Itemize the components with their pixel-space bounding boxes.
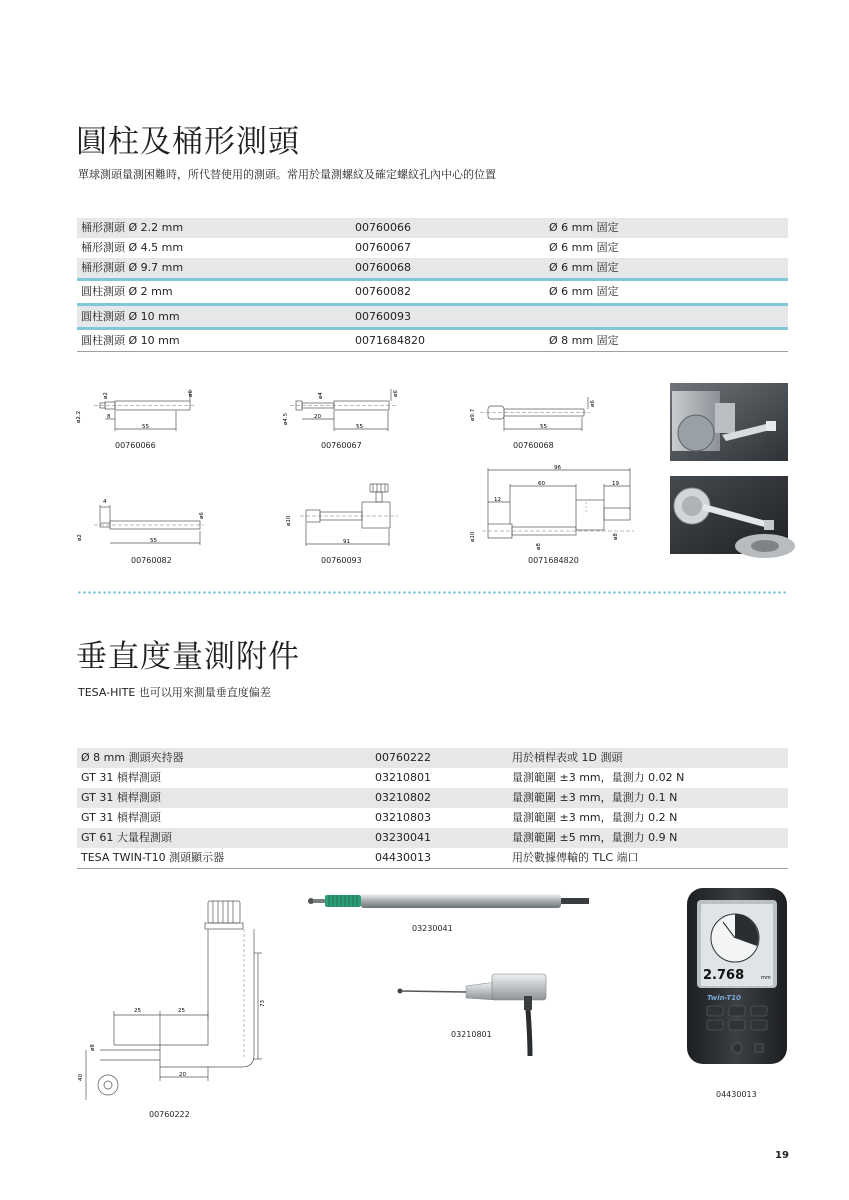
section2-table: [77, 748, 788, 869]
product-name: Ø 8 mm 測頭夾持器: [81, 751, 184, 764]
section2-subtitle: TESA-HITE 也可以用來測量垂直度偏差: [78, 686, 271, 699]
product-spec: Ø 6 mm 固定: [549, 261, 619, 274]
product-name: 桶形測頭 Ø 4.5 mm: [81, 241, 184, 254]
product-spec: 量測範圍 ±5 mm，量測力 0.9 N: [512, 831, 678, 844]
dim-label: 60: [538, 481, 545, 487]
gt31-probe-photo: [396, 968, 554, 1058]
dim-label: ø8: [536, 543, 542, 550]
product-code: 03210802: [375, 791, 431, 804]
dim-label: ø2.2: [76, 410, 82, 423]
table-bottom-rule: [77, 351, 788, 352]
product-spec: 量測範圍 ±3 mm，量測力 0.02 N: [512, 771, 685, 784]
product-spec: 量測範圍 ±3 mm，量測力 0.1 N: [512, 791, 678, 804]
table-row: [77, 748, 788, 768]
product-name: 圓柱測頭 Ø 2 mm: [81, 285, 173, 298]
section1-table: [77, 218, 788, 352]
product-code: 00760066: [355, 221, 411, 234]
dim-label: 40: [78, 1074, 84, 1081]
display-unit: mm: [761, 975, 771, 981]
drawing-00760066: [74, 385, 204, 440]
drawing-00760093: [280, 480, 405, 552]
product-code: 03210801: [375, 771, 431, 784]
dim-label: ø8: [90, 1044, 96, 1051]
dim-label: ø2: [77, 534, 83, 541]
product-code: 0071684820: [355, 334, 425, 347]
product-spec: Ø 6 mm 固定: [549, 285, 619, 298]
probe-photo-2: [670, 476, 788, 554]
dim-label: ø6: [590, 400, 596, 407]
table-row: [77, 306, 788, 327]
product-code: 03210803: [375, 811, 431, 824]
product-spec: 用於槓桿表或 1D 測頭: [512, 751, 623, 764]
dim-label: ø6: [188, 390, 194, 397]
dim-label: ø4: [318, 392, 324, 399]
drawing-caption: 00760222: [149, 1110, 190, 1119]
dim-label: 91: [343, 539, 350, 545]
drawing-00760222: [74, 895, 274, 1110]
dim-label: ø8: [613, 533, 619, 540]
gt61-probe-photo: [305, 888, 590, 914]
dim-label: 73: [260, 1000, 266, 1007]
drawing-00760068: [466, 385, 596, 440]
product-name: 圓柱測頭 Ø 10 mm: [81, 310, 180, 323]
dim-label: 4: [103, 499, 107, 505]
table-row: [77, 768, 788, 788]
product-spec: Ø 6 mm 固定: [549, 221, 619, 234]
product-code: 00760093: [355, 310, 411, 323]
dim-label: ø10: [470, 531, 476, 542]
product-name: 桶形測頭 Ø 9.7 mm: [81, 261, 184, 274]
section-divider: [77, 591, 788, 594]
dim-label: ø6: [199, 512, 205, 519]
drawing-caption: 00760082: [131, 556, 172, 565]
dim-label: 20: [314, 414, 321, 420]
dim-label: ø10: [286, 515, 292, 526]
table-row: [77, 281, 788, 303]
display-brand: Twin-T10: [707, 994, 742, 1002]
dim-label: 25: [178, 1008, 185, 1014]
section1-subtitle: 單球測頭量測困難時，所代替使用的測頭。常用於量測螺紋及確定螺紋孔內中心的位置: [78, 168, 496, 181]
product-name: TESA TWIN-T10 測頭顯示器: [81, 851, 225, 864]
drawing-00760082: [74, 493, 204, 551]
dim-label: 55: [150, 538, 157, 544]
product-spec: 用於數據傳輸的 TLC 端口: [512, 851, 639, 864]
dim-label: 55: [356, 424, 363, 430]
photo-caption: 04430013: [716, 1090, 757, 1099]
dim-label: ø9.7: [470, 408, 476, 421]
dim-label: 20: [179, 1072, 186, 1078]
table-row: [77, 258, 788, 278]
product-code: 00760067: [355, 241, 411, 254]
drawing-0071684820: [464, 462, 639, 554]
dim-label: ø6: [393, 390, 399, 397]
section1-title: 圓柱及桶形測頭: [76, 124, 300, 160]
product-code: 00760082: [355, 285, 411, 298]
product-spec: 量測範圍 ±3 mm，量測力 0.2 N: [512, 811, 678, 824]
product-name: GT 31 槓桿測頭: [81, 791, 161, 804]
drawing-caption: 00760068: [513, 441, 554, 450]
dim-label: 12: [494, 497, 501, 503]
dim-label: 8: [107, 414, 111, 420]
probe-photo-1: [670, 383, 788, 461]
page-number: 19: [775, 1150, 789, 1161]
dim-label: 55: [540, 424, 547, 430]
dim-label: 55: [142, 424, 149, 430]
section2-title: 垂直度量測附件: [76, 639, 300, 675]
product-name: GT 61 大量程測頭: [81, 831, 172, 844]
table-row: [77, 808, 788, 828]
dim-label: ø4.5: [283, 412, 289, 425]
photo-caption: 03210801: [451, 1030, 492, 1039]
drawing-caption: 00760066: [115, 441, 156, 450]
product-spec: Ø 8 mm 固定: [549, 334, 619, 347]
product-code: 00760222: [375, 751, 431, 764]
table-row: [77, 218, 788, 238]
product-name: GT 31 槓桿測頭: [81, 811, 161, 824]
product-name: 圓柱測頭 Ø 10 mm: [81, 334, 180, 347]
table-row: [77, 788, 788, 808]
display-reading: 2.768: [703, 968, 745, 983]
table-bottom-rule: [77, 868, 788, 869]
drawing-caption: 00760067: [321, 441, 362, 450]
table-row: [77, 828, 788, 848]
drawing-00760067: [278, 385, 408, 440]
product-spec: Ø 6 mm 固定: [549, 241, 619, 254]
dim-label: 96: [554, 465, 561, 471]
product-code: 00760068: [355, 261, 411, 274]
table-row: [77, 330, 788, 351]
twin-t10-display-photo: [685, 886, 790, 1066]
dim-label: 19: [612, 481, 619, 487]
dim-label: ø2: [103, 392, 109, 399]
drawing-caption: 00760093: [321, 556, 362, 565]
product-code: 03230041: [375, 831, 431, 844]
table-row: [77, 238, 788, 258]
product-code: 04430013: [375, 851, 431, 864]
table-row: [77, 848, 788, 868]
photo-caption: 03230041: [412, 924, 453, 933]
drawing-caption: 0071684820: [528, 556, 579, 565]
product-name: 桶形測頭 Ø 2.2 mm: [81, 221, 184, 234]
product-name: GT 31 槓桿測頭: [81, 771, 161, 784]
dim-label: 25: [134, 1008, 141, 1014]
